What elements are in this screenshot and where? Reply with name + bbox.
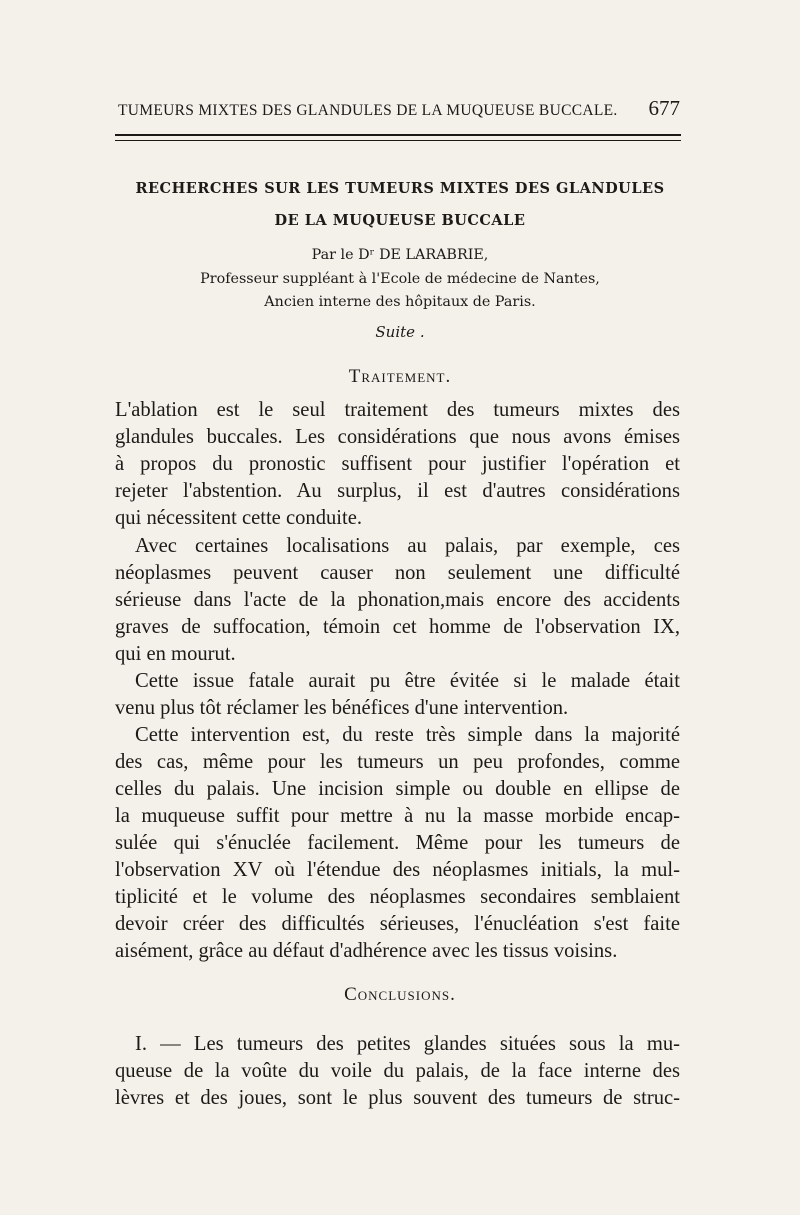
body-line: celles du palais. Une incision simple ou double en ellipse de — [115, 778, 680, 800]
body-line: sérieuse dans l'acte de la phonation,mais encore des accidents — [115, 589, 680, 611]
body-line: la muqueuse suffit pour mettre à nu la masse morbide encap- — [115, 805, 680, 827]
section-heading-traitement: Traitement. — [348, 366, 452, 387]
body-line: Cette issue fatale aurait pu être évitée si le malade était — [135, 670, 680, 692]
body-line: lèvres et des joues, sont le plus souvent des tumeurs de struc- — [115, 1087, 680, 1109]
header-rule-thin — [115, 140, 681, 141]
article-title-line-1: RECHERCHES SUR LES TUMEURS MIXTES DES GLANDULES — [135, 180, 665, 197]
body-line: des cas, même pour les tumeurs un peu profondes, comme — [115, 751, 680, 773]
body-line: qui en mourut. — [115, 643, 236, 665]
body-line: I. — Les tumeurs des petites glandes situées sous la mu- — [135, 1033, 680, 1055]
page-number: 677 — [648, 96, 680, 120]
body-line: aisément, grâce au défaut d'adhérence avec les tissus voisins. — [115, 940, 618, 962]
body-line: queuse de la voûte du voile du palais, de la face interne des — [115, 1060, 680, 1082]
body-line: Avec certaines localisations au palais, par exemple, ces — [135, 535, 680, 557]
body-line: venu plus tôt réclamer les bénéfices d'une intervention. — [115, 697, 569, 719]
author-line: Par le Dʳ DE LARABRIE, — [311, 247, 489, 263]
body-line: devoir créer des difficultés sérieuses, l'énucléation s'est faite — [115, 913, 680, 935]
section-heading-conclusions: Conclusions. — [344, 984, 456, 1005]
running-header — [118, 96, 680, 121]
suite-label: Suite . — [375, 323, 425, 341]
body-line: l'observation XV où l'étendue des néoplasmes initials, la mul- — [115, 859, 680, 881]
body-line: glandules buccales. Les considérations que nous avons émises — [115, 426, 680, 448]
body-line: sulée qui s'énuclée facilement. Même pour les tumeurs de — [115, 832, 680, 854]
body-line: rejeter l'abstention. Au surplus, il est d'autres considérations — [115, 480, 680, 502]
affiliation-line-2: Ancien interne des hôpitaux de Paris. — [264, 294, 536, 310]
body-line: qui nécessitent cette conduite. — [115, 507, 363, 529]
body-line: à propos du pronostic suffisent pour justifier l'opération et — [115, 453, 680, 475]
body-line: L'ablation est le seul traitement des tumeurs mixtes des — [115, 399, 680, 421]
body-line: graves de suffocation, témoin cet homme de l'observation IX, — [115, 616, 680, 638]
body-line: néoplasmes peuvent causer non seulement une difficulté — [115, 562, 680, 584]
header-rule-thick — [115, 134, 681, 136]
body-line: Cette intervention est, du reste très simple dans la majorité — [135, 724, 680, 746]
article-title-line-2: DE LA MUQUEUSE BUCCALE — [274, 212, 526, 229]
body-line: tiplicité et le volume des néoplasmes secondaires semblaient — [115, 886, 680, 908]
running-title: TUMEURS MIXTES DES GLANDULES DE LA MUQUEUSE BUCCALE. — [118, 102, 618, 119]
affiliation-line-1: Professeur suppléant à l'Ecole de médecine de Nantes, — [200, 271, 600, 287]
